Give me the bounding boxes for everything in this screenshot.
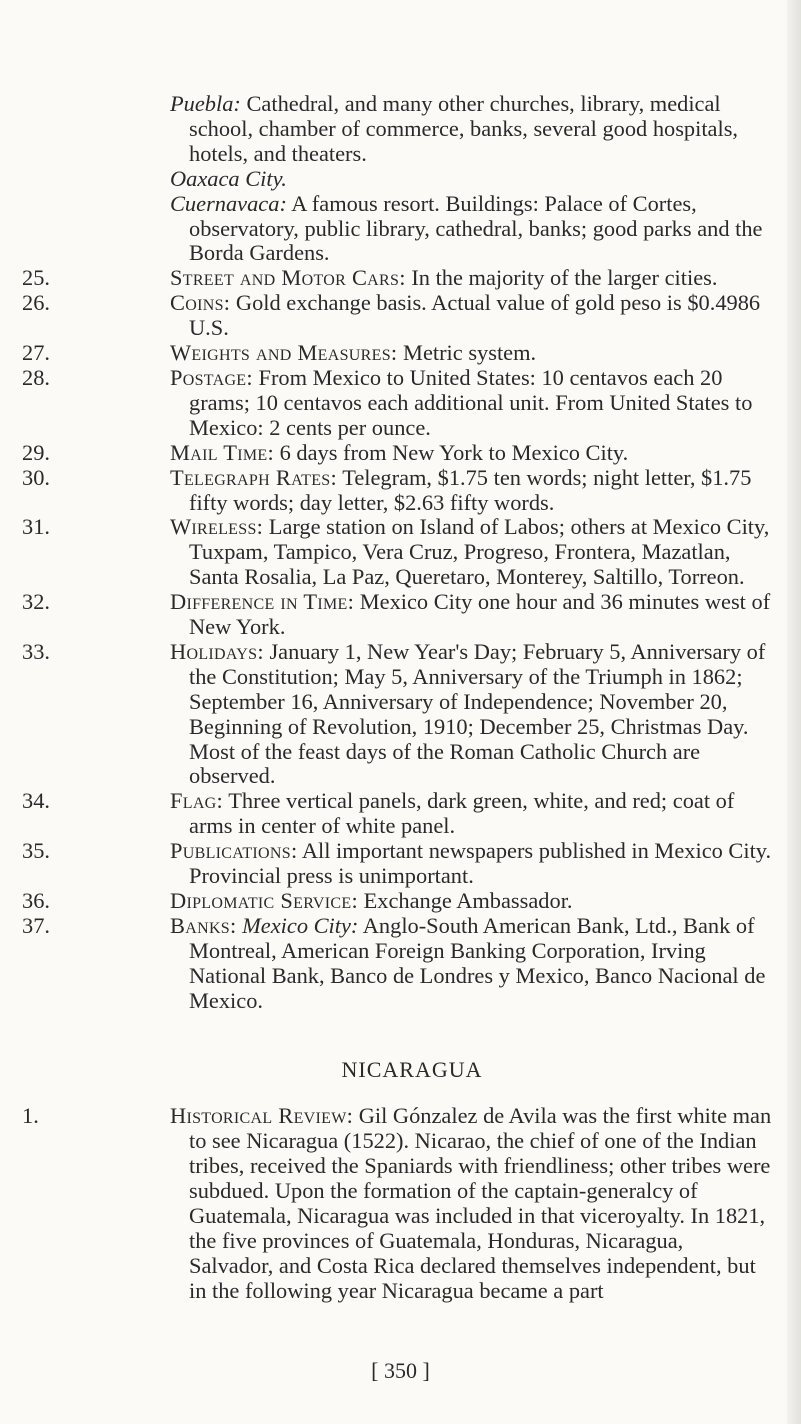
entry-text: Anglo-South American Bank, Ltd., Bank of Montreal, American Foreign Banking Corporation, Irving National Bank, Banco de Londres y Mexico, Banco Nacional de Mexico. bbox=[189, 912, 766, 1013]
cuernavaca-label: Cuernavaca: bbox=[170, 190, 287, 216]
page-number: [ 350 ] bbox=[371, 1358, 430, 1383]
entry-number: 27. bbox=[22, 340, 50, 366]
entry-number: 34. bbox=[22, 788, 50, 814]
entry-text: Gil Gónzalez de Avila was the first white man to see Nicaragua (1522). Nicarao, the chief of one of the Indian tribes, received the Spaniards with friendliness; other tribes were subdued. Upon the formation of the captain-generalcy of Guatemala, Nicaragua was included in that viceroyalty. In 1821, the five provinces of Guatemala, Honduras, Nicaragua, Salvador, and Costa Rica declared themselves independent, but in the following year Nicaragua became a part bbox=[189, 1103, 772, 1303]
entry-text: Mexico City one hour and 36 minutes west of New York. bbox=[189, 589, 771, 640]
entry-item bbox=[22, 590, 772, 640]
entry-item bbox=[22, 889, 772, 914]
entry-title: Difference in Time: bbox=[170, 589, 355, 615]
entry-text: In the majority of the larger cities. bbox=[405, 265, 718, 291]
entry-text: January 1, New Year's Day; February 5, Anniversary of the Constitution; May 5, Anniversary of the Triumph in 1862; September 16, Anniversary of Independence; November 20, Beginning of Revolution, 1910; December 25, Christmas Day. Most of the feast days of the Roman Catholic Church are observed. bbox=[189, 638, 766, 789]
entry-text: Gold exchange basis. Actual value of gold peso is $0.4986 U.S. bbox=[189, 290, 761, 341]
page-text bbox=[22, 92, 772, 1304]
entry-item bbox=[22, 839, 772, 889]
entry-number: 29. bbox=[22, 439, 50, 465]
entry-title: Postage: bbox=[170, 364, 253, 390]
entry-item bbox=[22, 366, 772, 441]
oaxaca-label: Oaxaca City. bbox=[170, 165, 287, 191]
city-descriptions bbox=[22, 92, 772, 266]
entry-number: 26. bbox=[22, 290, 50, 316]
entry-title: Flag: bbox=[170, 788, 224, 814]
entry-text: Large station on Island of Labos; others at Mexico City, Tuxpam, Tampico, Vera Cruz, Progreso, Frontera, Mazatlan, Santa Rosalia, La Paz, Queretaro, Monterey, Saltillo, Torreon. bbox=[189, 514, 770, 590]
entry-number: 37. bbox=[22, 912, 50, 938]
puebla-text: Cathedral, and many other churches, library, medical school, chamber of commerce, banks, several good hospitals, hotels, and theaters. bbox=[189, 91, 739, 166]
entry-item bbox=[22, 640, 772, 789]
entry-title: Wireless: bbox=[170, 514, 264, 540]
entry-text: 6 days from New York to Mexico City. bbox=[273, 439, 629, 465]
puebla-label: Puebla: bbox=[170, 91, 241, 116]
entry-number: 30. bbox=[22, 464, 50, 490]
cuernavaca-text: A famous resort. Buildings: Palace of Cortes, observatory, public library, cathedral, banks; good parks and the Borda Gardens. bbox=[189, 190, 763, 266]
entry-title: Coins: bbox=[170, 290, 231, 316]
entry-title: Mail Time: bbox=[170, 439, 274, 465]
entry-title: Telegraph Rates: bbox=[170, 464, 338, 490]
entry-title: Historical Review: bbox=[170, 1103, 354, 1129]
entry-number: 25. bbox=[22, 265, 50, 291]
entry-text: From Mexico to United States: 10 centavos each 20 grams; 10 centavos each additional unit. From United States to Mexico: 2 cents per ounce. bbox=[189, 364, 753, 440]
entry-text: Metric system. bbox=[397, 340, 537, 366]
entry-number: 32. bbox=[22, 589, 50, 615]
entry-number: 28. bbox=[22, 364, 50, 390]
banks-city-label: Mexico City: bbox=[242, 912, 359, 938]
entry-number: 35. bbox=[22, 838, 50, 864]
entry-text: Exchange Ambassador. bbox=[357, 888, 573, 913]
entry-title: Banks: bbox=[170, 912, 237, 938]
entry-item bbox=[22, 789, 772, 839]
cuernavaca-paragraph bbox=[170, 192, 772, 267]
puebla-paragraph bbox=[170, 92, 772, 167]
entry-banks bbox=[22, 914, 772, 1014]
entry-historical-review bbox=[22, 1104, 772, 1303]
entry-item bbox=[22, 341, 772, 366]
entry-text: All important newspapers published in Mexico City. Provincial press is unimportant. bbox=[189, 838, 772, 889]
numbered-entries bbox=[22, 266, 772, 914]
entry-title: Holidays: bbox=[170, 638, 264, 664]
entry-item bbox=[22, 515, 772, 590]
entry-title: Street and Motor Cars: bbox=[170, 265, 406, 291]
section-heading: NICARAGUA bbox=[341, 1056, 483, 1082]
entry-number: 31. bbox=[22, 514, 50, 540]
entry-number: 36. bbox=[22, 888, 50, 913]
entry-text: Telegram, $1.75 ten words; night letter, $1.75 fifty words; day letter, $2.63 fifty words. bbox=[189, 464, 752, 515]
entry-item bbox=[22, 291, 772, 341]
entry-number: 33. bbox=[22, 638, 50, 664]
entry-title: Weights and Measures: bbox=[170, 340, 398, 366]
page-edge-shadow bbox=[787, 0, 801, 1424]
entry-item bbox=[22, 441, 772, 466]
entry-title: Diplomatic Service: bbox=[170, 888, 358, 913]
entry-item bbox=[22, 266, 772, 291]
entry-title: Publications: bbox=[170, 838, 298, 864]
entry-number: 1. bbox=[22, 1103, 39, 1129]
entry-item bbox=[22, 466, 772, 516]
entry-text: Three vertical panels, dark green, white, and red; coat of arms in center of white panel. bbox=[189, 788, 735, 839]
